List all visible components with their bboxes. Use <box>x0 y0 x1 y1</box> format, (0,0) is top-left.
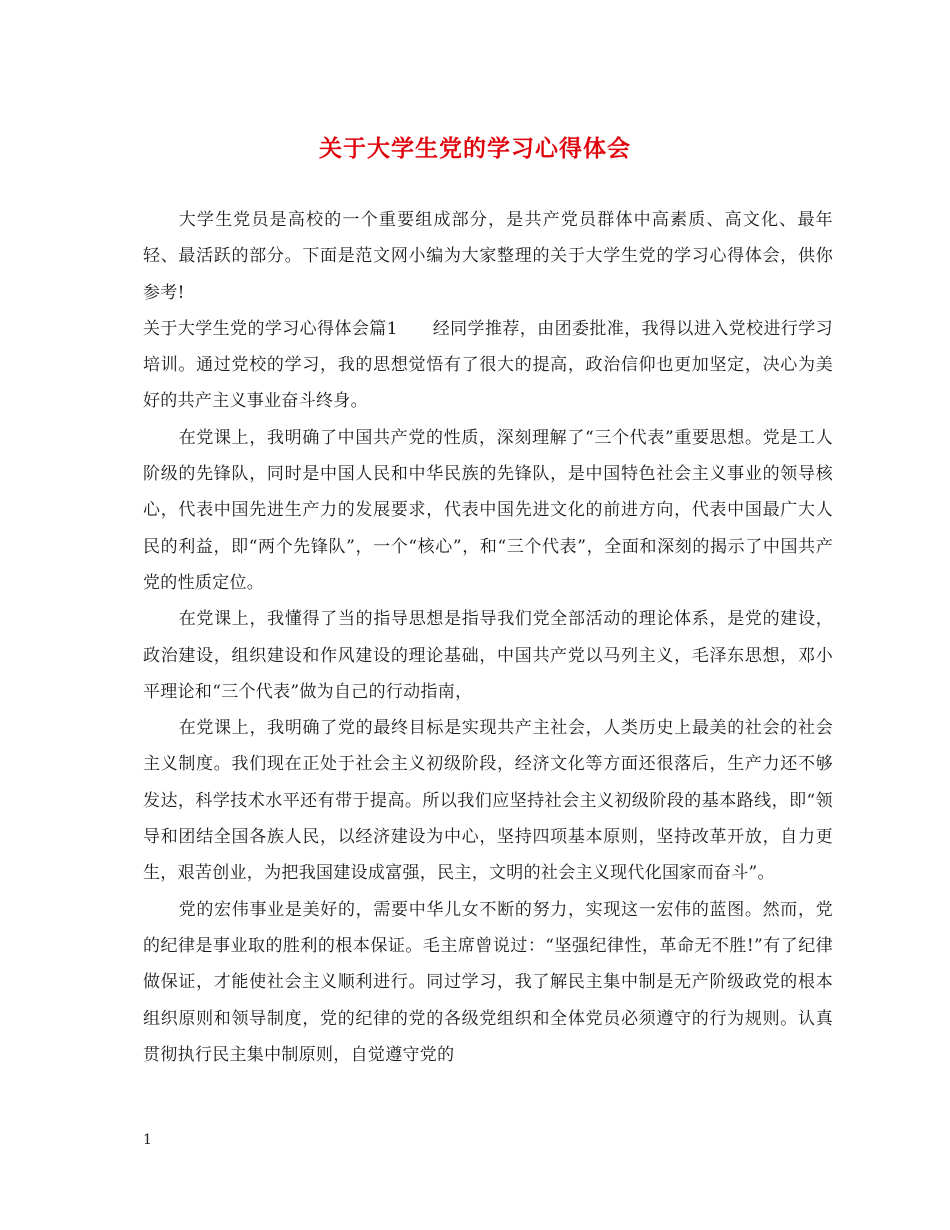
section-1-paragraph: 关于大学生党的学习心得体会篇1 经同学推荐，由团委批准，我得以进入党校进行学习培训。通过党校的学习，我的思想觉悟有了很大的提高，政治信仰也更加坚定，决心为美好的共产主义事业奋斗终身。 <box>143 318 833 412</box>
body-paragraph-4: 在党课上，我明确了党的最终目标是实现共产主社会，人类历史上最美的社会的社会主义制度。我们现在正处于社会主义初级阶段，经济文化等方面还很落后，生产力还不够发达，科学技术水平还有带于提高。所以我们应坚持社会主义初级阶段的基本路线，即“领导和团结全国各族人民，以经济建设为中心，坚持四项基本原则，坚持改革开放，自力更生，艰苦创业，为把我国建设成富强，民主，文明的社会主义现代化国家而奋斗”。 <box>143 718 833 884</box>
document-title: 关于大学生党的学习心得体会 <box>319 135 631 162</box>
page-number: 1 <box>143 1132 152 1148</box>
body-paragraph-3: 在党课上，我懂得了当的指导思想是指导我们党全部活动的理论体系，是党的建设，政治建设，组织建设和作风建设的理论基础，中国共产党以马列主义，毛泽东思想，邓小平理论和“三个代表”做为自己的行动指南， <box>143 609 833 702</box>
intro-paragraph: 大学生党员是高校的一个重要组成部分，是共产党员群体中高素质、高文化、最年轻、最活跃的部分。下面是范文网小编为大家整理的关于大学生党的学习心得体会，供你参考! <box>143 210 833 303</box>
document-body <box>143 202 833 1073</box>
body-paragraph-2: 在党课上，我明确了中国共产党的性质，深刻理解了“三个代表”重要思想。党是工人阶级的先锋队，同时是中国人民和中华民族的先锋队，是中国特色社会主义事业的领导核心，代表中国先进生产力的发展要求，代表中国先进文化的前进方向，代表中国最广大人民的利益，即“两个先锋队”，一个“核心”，和“三个代表”，全面和深刻的揭示了中国共产党的性质定位。 <box>143 427 833 593</box>
body-paragraph-5: 党的宏伟事业是美好的，需要中华儿女不断的努力，实现这一宏伟的蓝图。然而，党的纪律是事业取的胜利的根本保证。毛主席曾说过：“坚强纪律性，革命无不胜!”有了纪律做保证，才能使社会主义顺利进行。同过学习，我了解民主集中制是无产阶级政党的根本组织原则和领导制度，党的纪律的党的各级党组织和全体党员必须遵守的行为规则。认真贯彻执行民主集中制原则，自觉遵守党的 <box>143 899 833 1065</box>
